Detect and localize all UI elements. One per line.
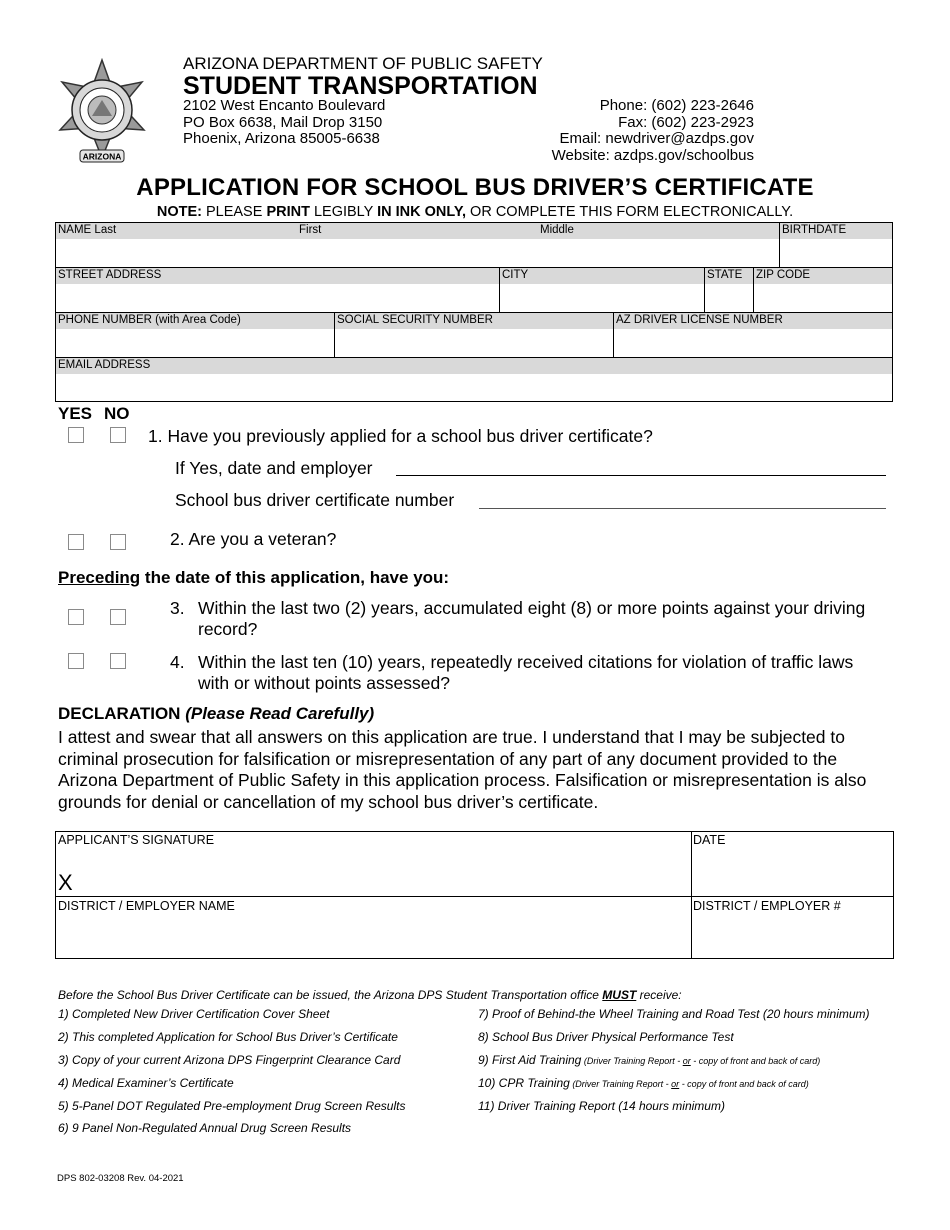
district-employer-name-label: DISTRICT / EMPLOYER NAME [58, 899, 235, 913]
q4-yes-checkbox[interactable] [68, 653, 84, 669]
state-field[interactable] [704, 268, 753, 312]
requirement-detail [581, 1056, 820, 1066]
requirement-detail-text: (Driver Training Report - [569, 1079, 672, 1089]
driver-license-field[interactable] [613, 313, 893, 357]
city-label: CITY [502, 269, 529, 281]
requirement-detail-text: - copy of front and back of card) [679, 1079, 809, 1089]
q1-date-employer-label: If Yes, date and employer [175, 458, 373, 478]
email-label: EMAIL ADDRESS [58, 359, 151, 371]
requirement-detail-or: or [682, 1056, 691, 1066]
declaration-body: I attest and swear that all answers on this application are true. I understand that I may be subjected to criminal prosecution for falsification or misrepresentation of any part of any document provided to the Arizona Department of Public Safety in this application process. Falsification or misrepresentation is also grounds for denial or cancellation of my school bus driver’s certificate. [58, 727, 867, 812]
contact-fax: Fax: (602) 223-2923 [618, 113, 754, 131]
q1-certificate-number-label: School bus driver certificate number [175, 490, 455, 510]
name-first-label: First [299, 224, 322, 236]
requirement-detail-text: (Driver Training Report - [581, 1056, 683, 1066]
requirement-item: 2) This completed Application for School Bus Driver’s Certificate [58, 1030, 398, 1044]
signature-box [55, 831, 894, 959]
email-row [56, 358, 892, 403]
requirements-intro-text: Before the School Bus Driver Certificate can be issued, the Arizona DPS Student Transportation office [58, 988, 603, 1002]
ssn-label: SOCIAL SECURITY NUMBER [337, 314, 493, 326]
street-address-field[interactable] [56, 268, 499, 312]
requirement-detail-or: or [671, 1079, 680, 1089]
signature-x-mark: X [58, 870, 73, 895]
name-row [56, 223, 892, 268]
district-employer-number-label: DISTRICT / EMPLOYER # [693, 899, 841, 913]
district-employer-name-field[interactable] [56, 897, 691, 959]
phone-label: PHONE NUMBER (with Area Code) [58, 314, 241, 326]
contact-email: Email: newdriver@azdps.gov [559, 130, 754, 147]
requirement-item: 1) Completed New Driver Certification Cover Sheet [58, 1007, 330, 1021]
mailing-address [183, 98, 385, 148]
requirement-item: 4) Medical Examiner’s Certificate [58, 1076, 234, 1090]
seal-banner-text: ARIZONA [82, 151, 122, 162]
applicant-info-grid [55, 222, 893, 402]
question-1: 1. Have you previously applied for a school bus driver certificate? [148, 426, 653, 446]
email-field[interactable] [56, 358, 893, 402]
address-line: 2102 West Encanto Boulevard [183, 97, 386, 114]
declaration-note: (Please Read Carefully) [185, 704, 375, 723]
q4-no-checkbox[interactable] [110, 653, 126, 669]
requirement-detail [570, 1079, 809, 1089]
note-text: OR COMPLETE THIS FORM ELECTRONICALLY. [466, 204, 794, 220]
q1-yes-checkbox[interactable] [68, 427, 84, 443]
note-text: LEGIBLY [309, 204, 378, 220]
question-3-number: 3. [170, 598, 185, 618]
zip-code-label: ZIP CODE [756, 269, 811, 281]
birthdate-label: BIRTHDATE [782, 224, 847, 236]
requirement-item: 5) 5-Panel DOT Regulated Pre-employment Drug Screen Results [58, 1099, 406, 1113]
declaration-heading [58, 704, 374, 724]
date-label: DATE [693, 833, 726, 847]
q2-no-checkbox[interactable] [110, 534, 126, 550]
requirement-label: 9) First Aid Training [478, 1053, 582, 1067]
applicant-signature-field[interactable] [56, 832, 691, 896]
address-row [56, 268, 892, 313]
question-2: 2. Are you a veteran? [170, 529, 337, 549]
city-field[interactable] [499, 268, 704, 312]
declaration-title: DECLARATION [58, 704, 186, 723]
q2-yes-checkbox[interactable] [68, 534, 84, 550]
requirements-must: MUST [602, 988, 637, 1002]
q3-no-checkbox[interactable] [110, 609, 126, 625]
note-text: PLEASE [201, 204, 267, 220]
applicant-signature-label: APPLICANT’S SIGNATURE [58, 833, 215, 847]
q1-no-checkbox[interactable] [110, 427, 126, 443]
driver-license-label: AZ DRIVER LICENSE NUMBER [616, 314, 783, 326]
requirement-item: 3) Copy of your current Arizona DPS Fingerprint Clearance Card [58, 1053, 401, 1067]
birthdate-field[interactable] [779, 223, 893, 267]
district-employer-number-field[interactable] [692, 897, 894, 959]
q3-yes-checkbox[interactable] [68, 609, 84, 625]
note-emphasis: IN INK ONLY, [377, 204, 467, 220]
requirements-intro-text: receive: [636, 988, 682, 1002]
form-note [0, 204, 950, 220]
q1-certificate-number-line[interactable] [479, 508, 886, 509]
address-line: PO Box 6638, Mail Drop 3150 [183, 113, 383, 131]
ssn-field[interactable] [334, 313, 613, 357]
requirement-item-first-aid [478, 1053, 820, 1068]
question-3: Within the last two (2) years, accumulated eight (8) or more points against your driving record? [198, 598, 866, 639]
contact-website: Website: azdps.gov/schoolbus [551, 146, 754, 164]
phone-field[interactable] [56, 313, 334, 357]
name-field[interactable] [56, 223, 779, 267]
requirement-label: 10) CPR Training [478, 1076, 570, 1090]
question-4: Within the last ten (10) years, repeatedly received citations for violation of traffic laws with or without points assessed? [198, 652, 854, 693]
contact-phone: Phone: (602) 223-2646 [599, 97, 754, 114]
state-label: STATE [707, 269, 743, 281]
phone-row [56, 313, 892, 358]
requirement-item: 11) Driver Training Report (14 hours minimum) [478, 1099, 725, 1113]
state-trooper-seal [56, 58, 148, 170]
preceding-heading [58, 568, 449, 588]
requirement-item: 8) School Bus Driver Physical Performance Test [478, 1030, 734, 1044]
no-column-header: NO [104, 404, 130, 423]
zip-code-field[interactable] [753, 268, 893, 312]
department-name: ARIZONA DEPARTMENT OF PUBLIC SAFETY [183, 54, 543, 73]
street-address-label: STREET ADDRESS [58, 269, 162, 281]
form-title: APPLICATION FOR SCHOOL BUS DRIVER’S CERTIFICATE [136, 174, 814, 201]
requirement-item: 6) 9 Panel Non-Regulated Annual Drug Screen Results [58, 1121, 352, 1135]
contact-info [552, 98, 754, 164]
form-number: DPS 802-03208 Rev. 04-2021 [57, 1173, 184, 1184]
question-4-number: 4. [170, 652, 185, 672]
division-name: STUDENT TRANSPORTATION [183, 72, 538, 100]
name-middle-label: Middle [540, 224, 574, 236]
date-field[interactable] [692, 832, 894, 896]
requirement-detail-text: - copy of front and back of card) [690, 1056, 821, 1066]
name-last-label: NAME Last [58, 224, 117, 236]
preceding-rest: the date of this application, have you: [140, 568, 450, 587]
note-label: NOTE: [156, 204, 202, 220]
yes-column-header: YES [58, 404, 93, 423]
requirements-intro [58, 988, 682, 1002]
q1-date-employer-line[interactable] [396, 475, 886, 476]
preceding-underlined: Preceding [58, 568, 141, 587]
requirement-item: 7) Proof of Behind-the Wheel Training and Road Test (20 hours minimum) [478, 1007, 870, 1021]
note-emphasis: PRINT [266, 204, 310, 220]
address-line: Phoenix, Arizona 85005-6638 [183, 130, 380, 147]
requirement-item-cpr [478, 1076, 809, 1091]
